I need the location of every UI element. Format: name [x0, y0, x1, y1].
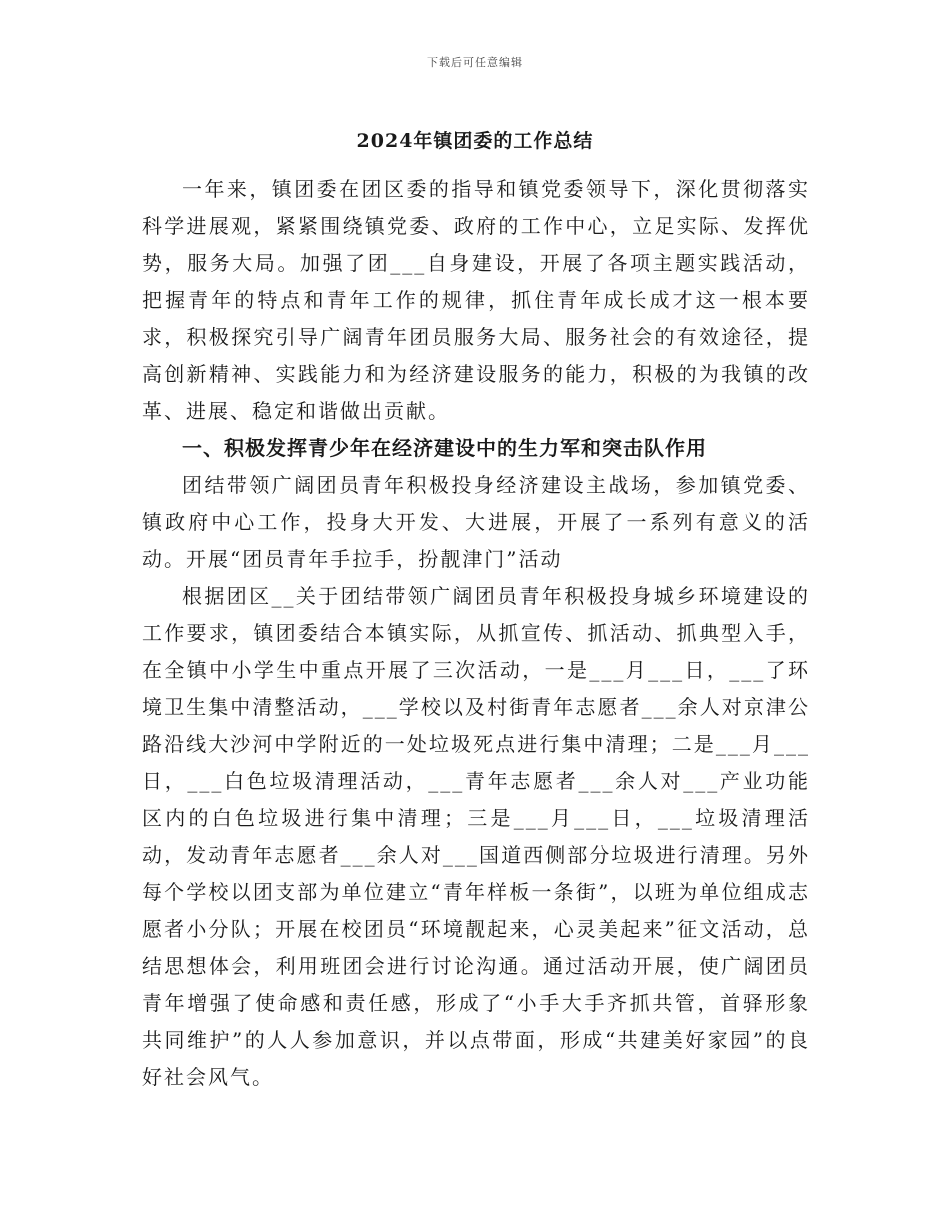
- activity-paragraph: 根据团区__关于团结带领广阔团员青年积极投身城乡环境建设的工作要求，镇团委结合本镇实际，从抓宣传、抓活动、抓典型入手，在全镇中小学生中重点开展了三次活动，一是___月___日，___了环境卫生集中清整活动，___学校以及村街青年志愿者___余人对京津公路沿线大沙河中学附近的一处垃圾死点进行集中清理；二是___月___日，___白色垃圾清理活动，___青年志愿者___余人对___产业功能区内的白色垃圾进行集中清理；三是___月___日，___垃圾清理活动，发动青年志愿者___余人对___国道西侧部分垃圾进行清理。另外每个学校以团支部为单位建立“青年样板一条街”，以班为单位组成志愿者小分队；开展在校团员“环境靓起来，心灵美起来”征文活动，总结思想体会，利用班团会进行讨论沟通。通过活动开展，使广阔团员青年增强了使命感和责任感，形成了“小手大手齐抓共管，首驿形象共同维护”的人人参加意识，并以点带面，形成“共建美好家园”的良好社会风气。: [142, 584, 810, 1089]
- intro-paragraph: 一年来，镇团委在团区委的指导和镇党委领导下，深化贯彻落实科学进展观，紧紧围绕镇党委、政府的工作中心，立足实际、发挥优势，服务大局。加强了团___自身建设，开展了各项主题实践活动，把握青年的特点和青年工作的规律，抓住青年成长成才这一根本要求，积极探究引导广阔青年团员服务大局、服务社会的有效途径，提高创新精神、实践能力和为经济建设服务的能力，积极的为我镇的改革、进展、稳定和谐做出贡献。: [142, 177, 810, 423]
- document-title: 2024年镇团委的工作总结: [356, 130, 594, 152]
- page-header: 下载后可任意编辑: [427, 56, 523, 69]
- section-1-paragraph: 团结带领广阔团员青年积极投身经济建设主战场，参加镇党委、镇政府中心工作，投身大开发、大进展，开展了一系列有意义的活动。开展“团员青年手拉手，扮靓津门”活动: [142, 473, 810, 571]
- section-heading-1: 一、积极发挥青少年在经济建设中的生力军和突击队作用: [182, 436, 707, 460]
- document-body: [142, 171, 810, 1096]
